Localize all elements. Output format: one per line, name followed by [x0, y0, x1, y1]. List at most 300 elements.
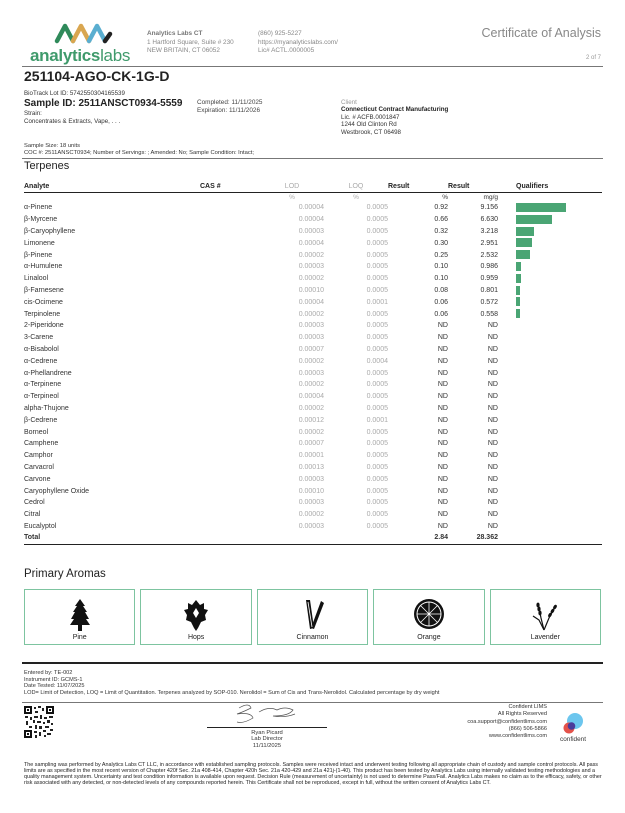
concentration-bar	[516, 215, 552, 224]
confident-logo	[553, 711, 593, 747]
aroma-card-orange	[373, 589, 484, 645]
loq-value: 0.0005	[366, 381, 388, 389]
table-header-row	[24, 181, 602, 192]
analyte-name: α-Bisabolol	[24, 345, 59, 353]
result-percent: 0.08	[434, 286, 448, 294]
client-address-2: Westbrook, CT 06498	[341, 128, 401, 136]
table-row	[24, 426, 602, 438]
strain-label: Strain:	[24, 110, 42, 117]
cas-number	[200, 285, 260, 297]
result-percent: ND	[437, 357, 448, 365]
analyte-name: Carvacrol	[24, 463, 54, 471]
result-mg-per-g: ND	[487, 511, 498, 519]
table-row	[24, 367, 602, 379]
loq-value: 0.0005	[366, 216, 388, 224]
loq-value: 0.0005	[366, 487, 388, 495]
lab-license: Lic# ACTL.0000005	[258, 47, 315, 55]
lims-name: Confident LIMS	[508, 704, 547, 710]
cinnamon-icon	[297, 598, 329, 632]
cas-number	[200, 509, 260, 521]
lod-value: 0.00004	[298, 204, 324, 212]
sample-category: Concentrates & Extracts, Vape, . . .	[24, 118, 121, 125]
lims-email[interactable]: coa.support@confidentlims.com	[467, 718, 547, 725]
table-row	[24, 261, 602, 273]
analyte-name: Terpinolene	[24, 310, 61, 318]
aroma-label: Orange	[417, 634, 441, 641]
result-mg-per-g: ND	[487, 345, 498, 353]
lod-value: 0.00003	[298, 499, 324, 507]
qualifier-bar-cell	[498, 355, 602, 367]
result-mg-per-g: 2.532	[480, 251, 498, 259]
cas-number	[200, 450, 260, 462]
total-mg-per-g: 28.362	[448, 532, 498, 544]
aroma-label: Pine	[72, 634, 87, 641]
analyte-name: Borneol	[24, 428, 49, 436]
batch-id: 251104-AGO-CK-1G-D	[24, 68, 170, 84]
table-row	[24, 308, 602, 320]
signatory	[207, 730, 327, 749]
loq-value: 0.0005	[366, 428, 388, 436]
result-mg-per-g: ND	[487, 452, 498, 460]
lod-value: 0.00010	[298, 487, 324, 495]
lims-url[interactable]: www.confidentlims.com	[488, 733, 547, 740]
cas-number	[200, 438, 260, 450]
lod-value: 0.00002	[298, 275, 324, 283]
qualifier-bar-cell	[498, 485, 602, 497]
lod-value: 0.00002	[298, 511, 324, 519]
col-lod: LOD	[260, 181, 324, 192]
loq-value: 0.0005	[366, 275, 388, 283]
expiration-date: Expiration: 11/11/2026	[197, 107, 261, 115]
analyte-name: Citral	[24, 511, 41, 519]
result-mg-per-g: ND	[487, 416, 498, 424]
result-percent: 0.30	[434, 239, 448, 247]
confident-logo-icon	[553, 711, 593, 737]
qualifier-bar-cell	[498, 403, 602, 415]
table-row	[24, 403, 602, 415]
result-mg-per-g: ND	[487, 463, 498, 471]
lab-url[interactable]: https://myanalyticslabs.com/	[258, 38, 338, 46]
qr-code[interactable]	[24, 706, 54, 738]
loq-value: 0.0005	[366, 322, 388, 330]
result-percent: ND	[437, 416, 448, 424]
col-result-pct: Result	[388, 181, 448, 192]
loq-value: 0.0005	[366, 511, 388, 519]
instrument-id: Instrument ID: GCMS-1	[24, 676, 83, 683]
qualifier-bar-cell	[498, 332, 602, 344]
lab-address-2: NEW BRITAIN, CT 06052	[147, 47, 220, 55]
loq-value: 0.0005	[366, 369, 388, 377]
concentration-bar	[516, 238, 532, 247]
hops-icon	[180, 598, 212, 632]
qualifier-bar-cell	[498, 214, 602, 226]
cas-number	[200, 521, 260, 533]
analyte-name: alpha-Thujone	[24, 404, 69, 412]
qualifier-bar-cell	[498, 367, 602, 379]
result-percent: ND	[437, 369, 448, 377]
result-mg-per-g: 9.156	[480, 204, 498, 212]
qr-code-icon	[24, 706, 54, 738]
result-mg-per-g: ND	[487, 334, 498, 342]
cas-number	[200, 391, 260, 403]
client-label: Client	[341, 99, 357, 106]
loq-value: 0.0005	[366, 463, 388, 471]
result-mg-per-g: ND	[487, 428, 498, 436]
table-row	[24, 226, 602, 238]
result-mg-per-g: 0.959	[480, 275, 498, 283]
cas-number	[200, 226, 260, 238]
analyte-name: Limonene	[24, 239, 55, 247]
cas-number	[200, 296, 260, 308]
analyte-name: Camphene	[24, 440, 59, 448]
table-row	[24, 450, 602, 462]
table-row	[24, 273, 602, 285]
confident-wordmark: confident	[560, 736, 586, 743]
sample-details	[24, 143, 254, 157]
result-percent: 0.06	[434, 298, 448, 306]
result-mg-per-g: ND	[487, 404, 498, 412]
unit-lod: %	[289, 193, 295, 201]
result-percent: 0.92	[434, 204, 448, 212]
result-percent: ND	[437, 463, 448, 471]
lod-value: 0.00002	[298, 404, 324, 412]
lod-value: 0.00002	[298, 381, 324, 389]
cas-number	[200, 379, 260, 391]
result-mg-per-g: 0.572	[480, 298, 498, 306]
lod-value: 0.00003	[298, 227, 324, 235]
qualifier-bar-cell	[498, 202, 602, 214]
table-row	[24, 521, 602, 533]
result-mg-per-g: 0.986	[480, 263, 498, 271]
biotrack-lot-id: BioTrack Lot ID: 5742550304165539	[24, 90, 125, 97]
cas-number	[200, 344, 260, 356]
completed-date: Completed: 11/11/2025	[197, 99, 263, 106]
aroma-label: Lavender	[530, 634, 560, 641]
qualifier-bar-cell	[498, 391, 602, 403]
lod-value: 0.00004	[298, 239, 324, 247]
table-row	[24, 320, 602, 332]
lod-value: 0.00013	[298, 463, 324, 471]
lab-name: Analytics Labs CT	[147, 30, 203, 37]
table-row	[24, 332, 602, 344]
result-percent: ND	[437, 452, 448, 460]
qualifier-bar-cell	[498, 296, 602, 308]
analyte-name: Carvone	[24, 475, 51, 483]
lod-value: 0.00003	[298, 475, 324, 483]
lod-value: 0.00003	[298, 334, 324, 342]
lab-info	[147, 30, 234, 56]
table-row	[24, 355, 602, 367]
qualifier-bar-cell	[498, 344, 602, 356]
analyte-name: Cedrol	[24, 499, 45, 507]
cas-number	[200, 462, 260, 474]
document-title: Certificate of Analysis	[481, 26, 601, 40]
coc-line: COC #: 2511ANSCT0934; Number of Servings: ; Amended: No; Sample Condition: Intact;	[24, 150, 254, 156]
analyte-name: β-Farnesene	[24, 286, 64, 294]
entered-by: Entered by: TE-002	[24, 670, 73, 676]
cas-number	[200, 473, 260, 485]
client-address-1: 1244 Old Clinton Rd	[341, 121, 397, 129]
analyte-name: α-Phellandrene	[24, 369, 72, 377]
result-percent: 0.10	[434, 275, 448, 283]
loq-value: 0.0001	[366, 298, 388, 306]
signature-block	[207, 702, 327, 748]
logo-word-light: labs	[100, 46, 131, 65]
result-percent: ND	[437, 404, 448, 412]
lod-value: 0.00003	[298, 263, 324, 271]
qualifier-bar-cell	[498, 426, 602, 438]
loq-value: 0.0005	[366, 263, 388, 271]
cas-number	[200, 273, 260, 285]
concentration-bar	[516, 309, 520, 318]
lod-loq-legend: LOD= Limit of Detection, LOQ = Limit of Quantitation. Terpenes analyzed by SOP-010. Nerolidol = Sum of Cis and Trans-Nerolidol. Calculated percentage by dry weight	[24, 689, 440, 696]
loq-value: 0.0005	[366, 251, 388, 259]
lod-value: 0.00010	[298, 286, 324, 294]
result-mg-per-g: ND	[487, 381, 498, 389]
loq-value: 0.0005	[366, 334, 388, 342]
loq-value: 0.0005	[366, 227, 388, 235]
result-percent: ND	[437, 322, 448, 330]
signature-scribble-icon	[229, 702, 309, 726]
result-mg-per-g: ND	[487, 322, 498, 330]
lims-info	[467, 704, 547, 740]
signature-line	[207, 727, 327, 728]
result-percent: 0.32	[434, 227, 448, 235]
cas-number	[200, 320, 260, 332]
lod-value: 0.00004	[298, 393, 324, 401]
table-row	[24, 296, 602, 308]
table-row	[24, 237, 602, 249]
lod-value: 0.00007	[298, 345, 324, 353]
analyte-name: cis-Ocimene	[24, 298, 63, 306]
cas-number	[200, 249, 260, 261]
loq-value: 0.0001	[366, 416, 388, 424]
analyte-name: α-Terpinene	[24, 381, 62, 389]
result-mg-per-g: 0.801	[480, 286, 498, 294]
aroma-card-lavender	[490, 589, 601, 645]
qualifier-bar-cell	[498, 285, 602, 297]
table-row	[24, 414, 602, 426]
test-notes	[24, 670, 439, 696]
loq-value: 0.0005	[366, 440, 388, 448]
result-mg-per-g: ND	[487, 487, 498, 495]
table-row	[24, 497, 602, 509]
qualifier-bar-cell	[498, 509, 602, 521]
pine-tree-icon	[64, 598, 96, 632]
sample-size: Sample Size: 18 units	[24, 143, 81, 149]
aroma-card-pine	[24, 589, 135, 645]
result-percent: ND	[437, 345, 448, 353]
aromas-title: Primary Aromas	[24, 568, 106, 580]
qualifier-bar-cell	[498, 438, 602, 450]
qualifier-bar-cell	[498, 308, 602, 320]
cas-number	[200, 261, 260, 273]
sample-dates	[197, 99, 263, 115]
cas-number	[200, 237, 260, 249]
result-percent: ND	[437, 393, 448, 401]
result-mg-per-g: ND	[487, 475, 498, 483]
table-row	[24, 391, 602, 403]
cas-number	[200, 367, 260, 379]
qualifier-bar-cell	[498, 450, 602, 462]
loq-value: 0.0005	[366, 522, 388, 530]
analyte-name: β-Cedrene	[24, 416, 58, 424]
loq-value: 0.0005	[366, 475, 388, 483]
cas-number	[200, 355, 260, 367]
result-mg-per-g: ND	[487, 357, 498, 365]
cas-number	[200, 497, 260, 509]
analyte-name: β-Myrcene	[24, 216, 58, 224]
company-logo	[30, 22, 140, 68]
unit-mg: mg/g	[483, 193, 498, 201]
unit-loq: %	[353, 193, 359, 201]
qualifier-bar-cell	[498, 249, 602, 261]
qualifier-bar-cell	[498, 473, 602, 485]
page-number: 2 of 7	[585, 55, 601, 61]
client-name: Connecticut Contract Manufacturing	[341, 106, 449, 114]
logo-zigzag-icon	[54, 22, 114, 44]
loq-value: 0.0005	[366, 345, 388, 353]
analyte-name: α-Humulene	[24, 263, 63, 271]
signature-date: 11/11/2025	[252, 742, 282, 749]
loq-value: 0.0005	[366, 393, 388, 401]
lab-address-1: 1 Hartford Square, Suite # 230	[147, 38, 234, 46]
concentration-bar	[516, 250, 530, 259]
analyte-name: Camphor	[24, 452, 53, 460]
aroma-label: Cinnamon	[296, 634, 329, 641]
cas-number	[200, 214, 260, 226]
lab-contact	[258, 30, 338, 56]
section-divider	[22, 158, 603, 159]
analyte-name: 3-Carene	[24, 334, 54, 342]
unit-pct: %	[442, 193, 448, 201]
loq-value: 0.0005	[366, 204, 388, 212]
result-mg-per-g: 0.558	[480, 310, 498, 318]
date-tested: Date Tested: 11/07/2025	[24, 683, 85, 690]
result-percent: ND	[437, 499, 448, 507]
cas-number	[200, 332, 260, 344]
client-block	[341, 99, 448, 136]
table-row	[24, 214, 602, 226]
result-percent: 0.25	[434, 251, 448, 259]
sample-id: Sample ID: 2511ANSCT0934-5559	[24, 98, 183, 109]
aroma-card-cinnamon	[257, 589, 368, 645]
result-percent: ND	[437, 334, 448, 342]
result-percent: ND	[437, 428, 448, 436]
table-row	[24, 473, 602, 485]
table-row	[24, 379, 602, 391]
table-row	[24, 202, 602, 214]
lavender-icon	[529, 598, 561, 632]
analyte-name: α-Terpineol	[24, 393, 59, 401]
table-row	[24, 509, 602, 521]
lims-phone: (866) 506-5866	[508, 725, 547, 732]
cas-number	[200, 202, 260, 214]
col-cas: CAS #	[200, 181, 260, 192]
loq-value: 0.0005	[366, 286, 388, 294]
units-row	[24, 192, 602, 202]
cas-number	[200, 414, 260, 426]
result-mg-per-g: 2.951	[480, 239, 498, 247]
result-percent: ND	[437, 440, 448, 448]
lod-value: 0.00002	[298, 251, 324, 259]
lod-value: 0.00003	[298, 522, 324, 530]
analyte-name: Eucalyptol	[24, 522, 57, 530]
table-row	[24, 249, 602, 261]
result-percent: 0.06	[434, 310, 448, 318]
cas-number	[200, 485, 260, 497]
terpenes-table	[24, 181, 602, 545]
logo-word-bold: analytics	[30, 46, 101, 65]
qualifier-bar-cell	[498, 226, 602, 238]
loq-value: 0.0005	[366, 499, 388, 507]
table-row	[24, 285, 602, 297]
qualifier-bar-cell	[498, 273, 602, 285]
concentration-bar	[516, 227, 534, 236]
lod-value: 0.00001	[298, 452, 324, 460]
aroma-card-hops	[140, 589, 251, 645]
table-row	[24, 462, 602, 474]
result-percent: ND	[437, 487, 448, 495]
lod-value: 0.00002	[298, 428, 324, 436]
signatory-title: Lab Director	[251, 736, 283, 743]
total-label: Total	[24, 532, 200, 544]
terpenes-title: Terpenes	[24, 160, 70, 172]
qualifier-bar-cell	[498, 497, 602, 509]
analyte-name: α-Pinene	[24, 204, 53, 212]
cas-number	[200, 426, 260, 438]
concentration-bar	[516, 203, 566, 212]
col-qualifiers: Qualifiers	[498, 181, 602, 192]
lod-value: 0.00003	[298, 369, 324, 377]
lod-value: 0.00004	[298, 298, 324, 306]
loq-value: 0.0005	[366, 452, 388, 460]
loq-value: 0.0004	[366, 357, 388, 365]
concentration-bar	[516, 262, 521, 271]
table-row	[24, 485, 602, 497]
loq-value: 0.0005	[366, 404, 388, 412]
lod-value: 0.00012	[298, 416, 324, 424]
lod-value: 0.00002	[298, 310, 324, 318]
aroma-label: Hops	[187, 634, 205, 641]
signatory-name: Ryan Picard	[251, 730, 283, 736]
result-mg-per-g: 3.218	[480, 227, 498, 235]
lims-rights: All Rights Reserved	[497, 711, 547, 718]
col-result-mg: Result	[448, 181, 498, 192]
table-row	[24, 344, 602, 356]
qualifier-bar-cell	[498, 521, 602, 533]
orange-slice-icon	[413, 598, 445, 632]
result-mg-per-g: ND	[487, 369, 498, 377]
analyte-name: α-Cedrene	[24, 357, 58, 365]
lod-value: 0.00002	[298, 357, 324, 365]
lod-value: 0.00007	[298, 440, 324, 448]
concentration-bar	[516, 274, 521, 283]
disclaimer: The sampling was performed by Analytics Labs CT LLC, in accordance with established sampling protocols. Samples were received intact and underwent testing following all appropriate chain of custody and sample control protocols. All pass limits are as specified in the most recent version of Chapter 420f Sec. 21a 408-414, Chapter 420h Sec. 21a 420-429 and 21a 421j-(1-40). This product has been tested by Analytics Labs using internally validated testing methodologies and a quality management system. Uncertainty and test condition information is available upon request. Decision Rule (measurement of uncertainty) is not used to determine Pass/Fail. Analytics Labs makes no claim as to the efficacy, safety, or other risk associated with any detected, or non-detected levels of any compounds reported herein. This Certificate shall not be reproduced, except in full, without the written consent of Analytics Labs CT.	[24, 762, 602, 787]
result-mg-per-g: ND	[487, 522, 498, 530]
result-mg-per-g: ND	[487, 440, 498, 448]
result-mg-per-g: ND	[487, 499, 498, 507]
concentration-bar	[516, 297, 520, 306]
result-percent: 0.66	[434, 216, 448, 224]
result-percent: ND	[437, 381, 448, 389]
qualifier-bar-cell	[498, 237, 602, 249]
logo-wordmark	[30, 46, 130, 66]
result-percent: ND	[437, 511, 448, 519]
qualifier-bar-cell	[498, 462, 602, 474]
strain-info	[24, 110, 120, 126]
analyte-name: β-Pinene	[24, 251, 53, 259]
